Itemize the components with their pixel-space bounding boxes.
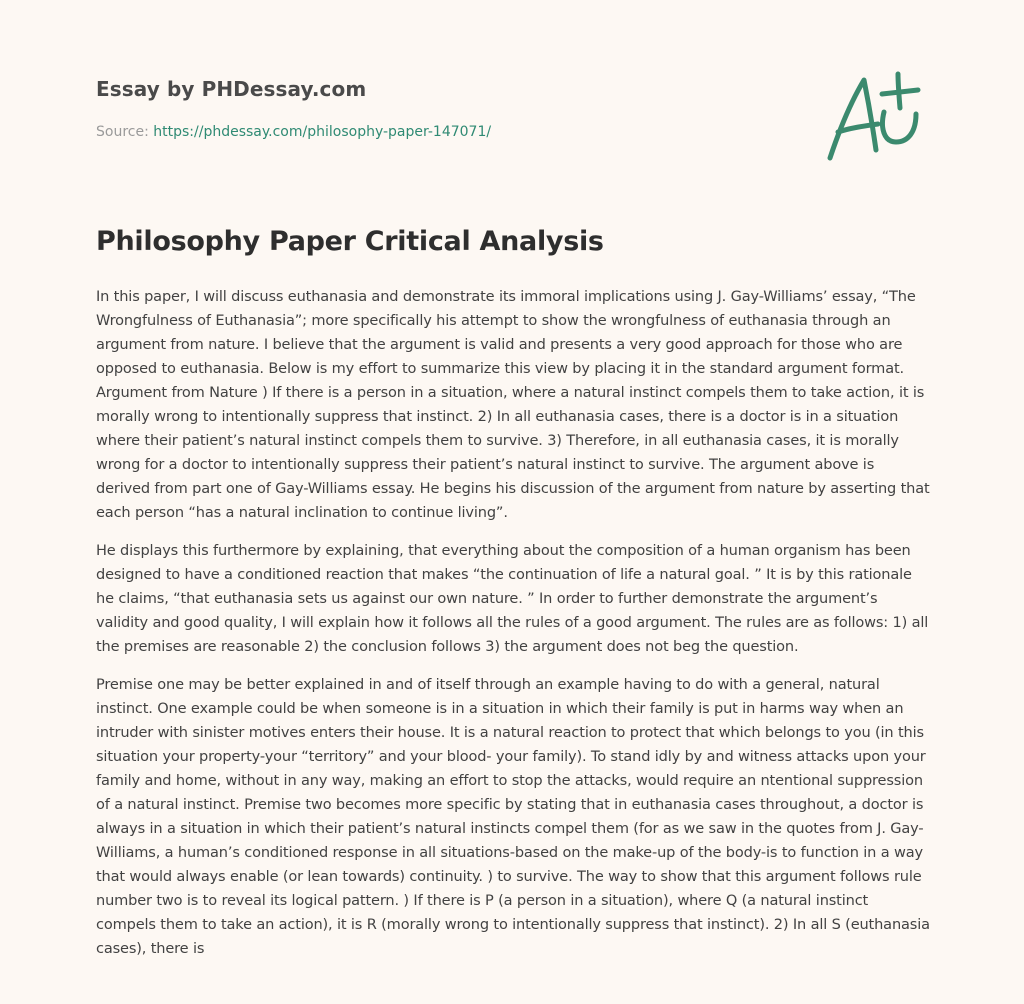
- essay-body: [96, 285, 931, 975]
- essay-paragraph: In this paper, I will discuss euthanasia and demonstrate its immoral implications using J. Gay-Williams’ essay, “The Wrongfulness of Euthanasia”; more specifically his attempt to show the wrongfulness of euthanasia through an argument from nature. I believe that the argument is valid and presents a very good approach for those who are opposed to euthanasia. Below is my effort to summarize this view by placing it in the standard argument format. Argument from Nature ) If there is a person in a situation, where a natural instinct compels them to take action, it is morally wrong to intentionally suppress that instinct. 2) In all euthanasia cases, there is a doctor is in a situation where their patient’s natural instinct compels them to survive. 3) Therefore, in all euthanasia cases, it is morally wrong for a doctor to intentionally suppress their patient’s natural instinct to survive. The argument above is derived from part one of Gay-Williams essay. He begins his discussion of the argument from nature by asserting that each person “has a natural inclination to continue living”.: [96, 288, 930, 521]
- source-line: [96, 124, 491, 140]
- site-title: Essay by PHDessay.com: [96, 77, 367, 101]
- a-plus-logo-icon: [820, 66, 932, 166]
- document-title: Philosophy Paper Critical Analysis: [96, 226, 604, 257]
- source-label: Source:: [96, 124, 149, 140]
- essay-paragraph: He displays this furthermore by explaining, that everything about the composition of a human organism has been designed to have a conditioned reaction that makes “the continuation of life a natural goal. ” It is by this rationale he claims, “that euthanasia sets us against our own nature. ” In order to further demonstrate the argument’s validity and good quality, I will explain how it follows all the rules of a good argument. The rules are as follows: 1) all the premises are reasonable 2) the conclusion follows 3) the argument does not beg the question.: [96, 542, 929, 655]
- essay-paragraph: Premise one may be better explained in and of itself through an example having to do with a general, natural instinct. One example could be when someone is in a situation in which their family is put in harms way when an intruder with sinister motives enters their house. It is a natural reaction to protect that which belongs to you (in this situation your property-your “territory” and your blood- your family). To stand idly by and witness attacks upon your family and home, without in any way, making an effort to stop the attacks, would require an ntentional suppression of a natural instinct. Premise two becomes more specific by stating that in euthanasia cases throughout, a doctor is always in a situation in which their patient’s natural instincts compel them (for as we saw in the quotes from J. Gay-Williams, a human’s conditioned response in all situations-based on the make-up of the body-is to function in a way that would always enable (or lean towards) continuity. ) to survive. The way to show that this argument follows rule number two is to reveal its logical pattern. ) If there is P (a person in a situation), where Q (a natural instinct compels them to take an action), it is R (morally wrong to intentionally suppress that instinct). 2) In all S (euthanasia cases), there is: [96, 676, 930, 957]
- source-link[interactable]: https://phdessay.com/philosophy-paper-147071/: [153, 124, 492, 140]
